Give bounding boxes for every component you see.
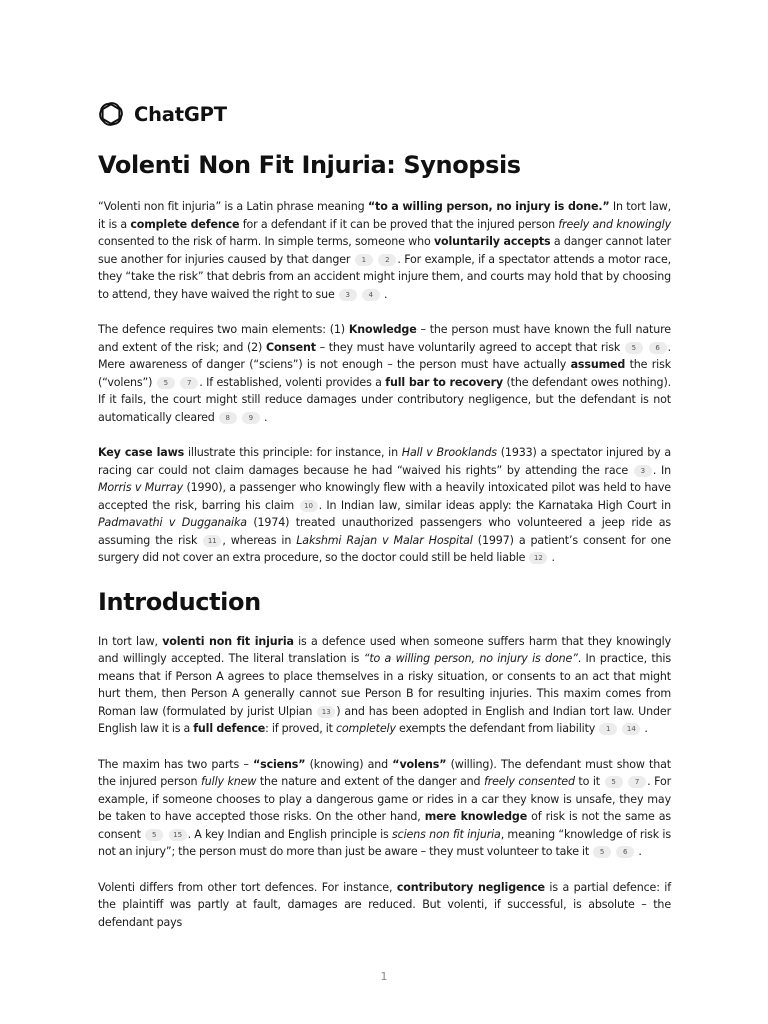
citation-badge[interactable]: 5 bbox=[625, 342, 643, 354]
citation-badge[interactable]: 6 bbox=[616, 846, 634, 858]
brand-name: ChatGPT bbox=[134, 102, 227, 126]
citation-badge[interactable]: 7 bbox=[180, 377, 198, 389]
introduction-heading: Introduction bbox=[98, 587, 261, 616]
citation-badge[interactable]: 1 bbox=[355, 254, 373, 266]
synopsis-paragraph-1: “Volenti non fit injuria” is a Latin phrase meaning “to a willing person, no injury is done.” In tort law, it is a complete defence for a defendant if it can be proved that the injured person freely and knowingly consented to the risk of harm. In simple terms, someone who voluntarily accepts a danger cannot later sue another for injuries caused by that danger 1 2 . For example, if a spectator attends a motor race, they “take the risk” that debris from an accident might injure them, and courts may hold that by choosing to attend, they have waived the right to sue 3 4 . bbox=[98, 200, 672, 301]
citation-badge[interactable]: 12 bbox=[529, 552, 547, 564]
page-number: 1 bbox=[380, 970, 388, 983]
citation-badge[interactable]: 4 bbox=[362, 289, 380, 301]
citation-badge[interactable]: 14 bbox=[622, 723, 640, 735]
citation-badge[interactable]: 7 bbox=[628, 776, 646, 788]
citation-badge[interactable]: 5 bbox=[145, 829, 163, 841]
citation-badge[interactable]: 1 bbox=[599, 723, 617, 735]
introduction-paragraph-2: The maxim has two parts – “sciens” (knowing) and “volens” (willing). The defendant must show that the injured person fully knew the nature and extent of the danger and freely consented to it 5 7 . For example, if someone chooses to play a dangerous game or rides in a car they know is unsafe, they may be taken to have accepted those risks. On the other hand, mere knowledge of risk is not the same as consent 5 15 . A key Indian and English principle is sciens non fit injuria, meaning “knowledge of risk is not an injury”; the person must do more than just be aware – they must volunteer to take it 5 6 . bbox=[98, 757, 672, 858]
citation-badge[interactable]: 3 bbox=[634, 465, 652, 477]
citation-badge[interactable]: 2 bbox=[378, 254, 396, 266]
citation-badge[interactable]: 5 bbox=[157, 377, 175, 389]
introduction-paragraph-1: In tort law, volenti non fit injuria is a defence used when someone suffers harm that they knowingly and willingly accepted. The literal translation is “to a willing person, no injury is done”. In practice, this means that if Person A agrees to place themselves in a risky situation, or consents to an act that might hurt them, then Person A generally cannot sue Person B for resulting injuries. This maxim comes from Roman law (formulated by jurist Ulpian 13 ) and has been adopted in English and Indian tort law. Under English law it is a full defence: if proved, it completely exempts the defendant from liability 1 14 . bbox=[98, 634, 672, 735]
citation-badge[interactable]: 13 bbox=[317, 706, 335, 718]
synopsis-paragraph-2: The defence requires two main elements: (1) Knowledge – the person must have known the full nature and extent of the risk; and (2) Consent – they must have voluntarily agreed to accept that risk 5 6 . Mere awareness of danger (“sciens”) is not enough – the person must have actually assumed the risk (“volens”) 5 7 . If established, volenti provides a full bar to recovery (the defendant owes nothing). If it fails, the court might still reduce damages under contributory negligence, but the defendant is not automatically cleared 8 9 . bbox=[98, 323, 672, 424]
citation-badge[interactable]: 9 bbox=[242, 412, 260, 424]
introduction-paragraph-3: Volenti differs from other tort defences. For instance, contributory negligence is a partial defence: if the plaintiff was partly at fault, damages are reduced. But volenti, if successful, is absolute – the defendant pays bbox=[98, 880, 671, 929]
brand-header bbox=[97, 100, 227, 128]
citation-badge[interactable]: 5 bbox=[593, 846, 611, 858]
synopsis-paragraph-3: Key case laws illustrate this principle: for instance, in Hall v Brooklands (1933) a spectator injured by a racing car could not claim damages because he had “waived his rights” by attending the race 3 . In Morris v Murray (1990), a passenger who knowingly flew with a heavily intoxicated pilot was held to have accepted the risk, barring his claim 10 . In Indian law, similar ideas apply: the Karnataka High Court in Padmavathi v Dugganaika (1974) treated unauthorized passengers who volunteered a jeep ride as assuming the risk 11 , whereas in Lakshmi Rajan v Malar Hospital (1997) a patient’s consent for one surgery did not cover an extra procedure, so the doctor could still be held liable 12 . bbox=[98, 446, 671, 564]
citation-badge[interactable]: 11 bbox=[203, 535, 221, 547]
citation-badge[interactable]: 6 bbox=[649, 342, 667, 354]
synopsis-heading: Volenti Non Fit Injuria: Synopsis bbox=[98, 151, 521, 179]
citation-badge[interactable]: 3 bbox=[339, 289, 357, 301]
citation-badge[interactable]: 10 bbox=[300, 500, 318, 512]
openai-logo-icon bbox=[97, 100, 125, 128]
document-body bbox=[98, 146, 671, 931]
citation-badge[interactable]: 5 bbox=[605, 776, 623, 788]
citation-badge[interactable]: 15 bbox=[169, 829, 187, 841]
citation-badge[interactable]: 8 bbox=[219, 412, 237, 424]
